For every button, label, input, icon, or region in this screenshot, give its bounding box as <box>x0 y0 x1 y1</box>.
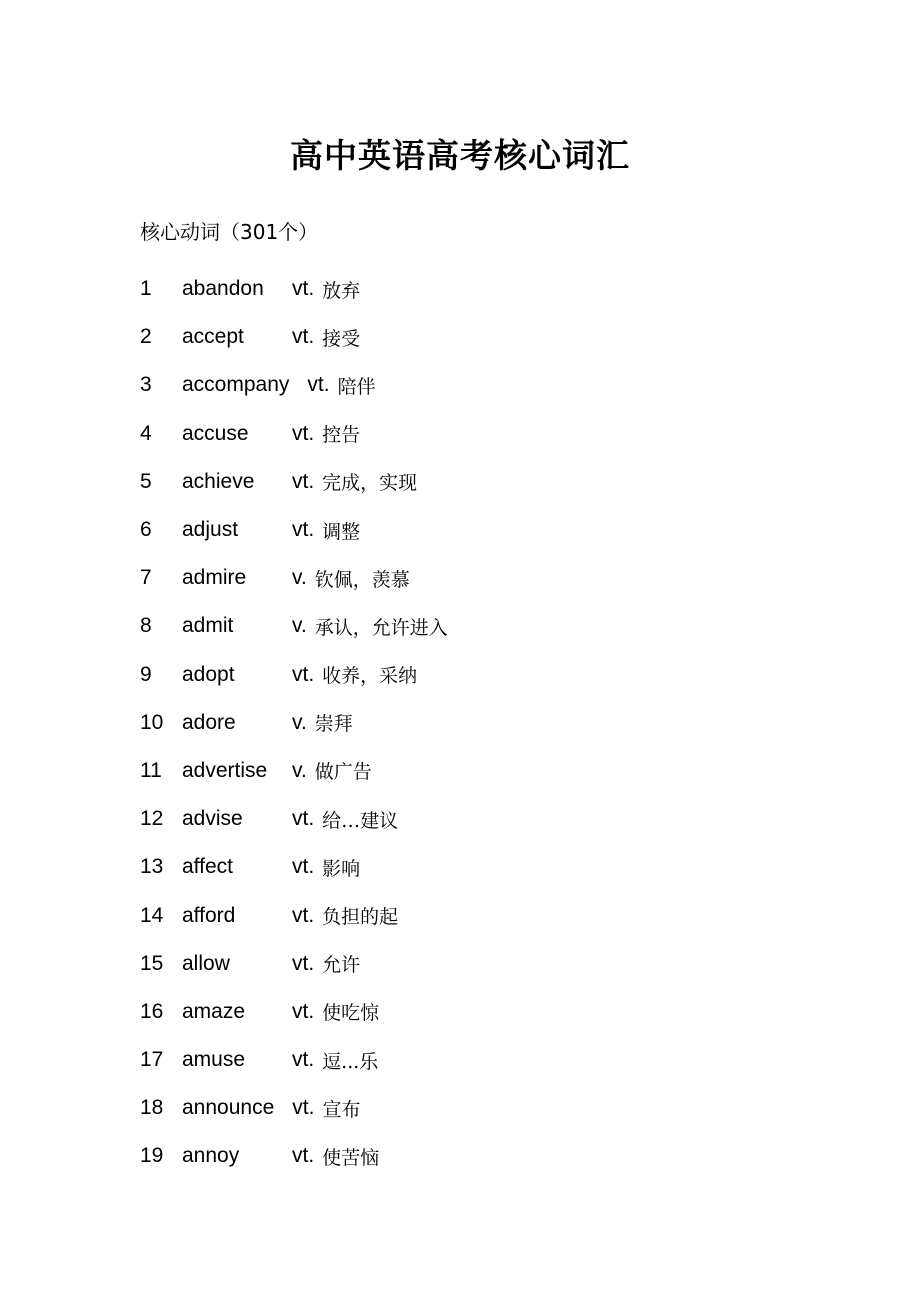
entry-meaning: 完成，实现 <box>322 472 418 495</box>
vocabulary-entry <box>140 651 840 699</box>
entry-number: 1 <box>140 277 152 301</box>
entry-meaning: 允许 <box>322 954 361 977</box>
entry-word: afford <box>182 903 236 927</box>
entry-part-of-speech: vt. <box>292 325 315 349</box>
entry-part-of-speech: vt. <box>292 1144 315 1168</box>
entry-meaning: 宣布 <box>322 1098 361 1121</box>
vocabulary-entry <box>140 1036 840 1084</box>
vocabulary-entry <box>140 795 840 843</box>
entry-number: 17 <box>140 1048 164 1072</box>
entry-number: 16 <box>140 999 164 1023</box>
vocabulary-list <box>140 265 840 1181</box>
entry-meaning: 钦佩，羡慕 <box>314 568 410 591</box>
entry-number: 7 <box>140 566 152 590</box>
entry-meaning: 逗...乐 <box>322 1050 379 1073</box>
entry-word: accuse <box>182 421 249 445</box>
entry-word: achieve <box>182 469 255 493</box>
entry-word: adopt <box>182 662 235 686</box>
entry-meaning: 崇拜 <box>314 713 353 736</box>
entry-part-of-speech: vt. <box>292 903 315 927</box>
entry-part-of-speech: v. <box>292 758 307 782</box>
entry-number: 12 <box>140 807 164 831</box>
vocabulary-entry <box>140 265 840 313</box>
entry-part-of-speech: vt. <box>292 469 315 493</box>
vocabulary-entry <box>140 1084 840 1132</box>
entry-part-of-speech: vt. <box>292 662 315 686</box>
entry-number: 3 <box>140 373 152 397</box>
entry-part-of-speech: vt. <box>292 1096 315 1120</box>
entry-word: advertise <box>182 758 268 782</box>
entry-word: admire <box>182 566 247 590</box>
entry-number: 15 <box>140 951 164 975</box>
entry-part-of-speech: v. <box>292 710 307 734</box>
entry-number: 19 <box>140 1144 164 1168</box>
entry-meaning: 负担的起 <box>322 906 399 929</box>
vocabulary-entry <box>140 410 840 458</box>
vocabulary-entry <box>140 458 840 506</box>
vocabulary-entry <box>140 747 840 795</box>
entry-part-of-speech: vt. <box>292 999 315 1023</box>
entry-word: adore <box>182 710 236 734</box>
entry-word: amuse <box>182 1048 246 1072</box>
entry-number: 5 <box>140 469 152 493</box>
entry-word: admit <box>182 614 234 638</box>
vocabulary-entry <box>140 988 840 1036</box>
entry-meaning: 控告 <box>322 424 361 447</box>
entry-word: advise <box>182 807 243 831</box>
section-heading: 核心动词（301个） <box>140 220 319 244</box>
entry-part-of-speech: vt. <box>292 421 315 445</box>
entry-part-of-speech: vt. <box>292 277 315 301</box>
entry-number: 11 <box>140 758 162 782</box>
vocabulary-entry <box>140 602 840 650</box>
entry-part-of-speech: vt. <box>307 373 330 397</box>
vocabulary-entry <box>140 1132 840 1180</box>
entry-meaning: 接受 <box>322 327 361 350</box>
entry-meaning: 承认，允许进入 <box>314 616 448 639</box>
entry-meaning: 使苦恼 <box>322 1146 380 1169</box>
entry-word: allow <box>182 951 230 975</box>
entry-part-of-speech: vt. <box>292 951 315 975</box>
entry-meaning: 给…建议 <box>322 809 399 832</box>
entry-part-of-speech: vt. <box>292 855 315 879</box>
entry-word: annoy <box>182 1144 240 1168</box>
entry-part-of-speech: v. <box>292 566 307 590</box>
vocabulary-entry <box>140 940 840 988</box>
page-title: 高中英语高考核心词汇 <box>290 136 630 176</box>
entry-number: 13 <box>140 855 164 879</box>
entry-meaning: 放弃 <box>322 279 361 302</box>
vocabulary-entry <box>140 361 840 409</box>
entry-number: 4 <box>140 421 152 445</box>
entry-number: 2 <box>140 325 152 349</box>
entry-number: 10 <box>140 710 164 734</box>
entry-part-of-speech: vt. <box>292 1048 315 1072</box>
entry-number: 8 <box>140 614 152 638</box>
entry-word: affect <box>182 855 233 879</box>
vocabulary-entry <box>140 313 840 361</box>
entry-meaning: 影响 <box>322 857 361 880</box>
entry-meaning: 调整 <box>322 520 361 543</box>
entry-number: 18 <box>140 1096 164 1120</box>
entry-part-of-speech: vt. <box>292 807 315 831</box>
vocabulary-entry <box>140 506 840 554</box>
entry-part-of-speech: vt. <box>292 518 315 542</box>
entry-word: accept <box>182 325 244 349</box>
vocabulary-entry <box>140 891 840 939</box>
vocabulary-entry <box>140 699 840 747</box>
vocabulary-entry <box>140 843 840 891</box>
entry-number: 9 <box>140 662 152 686</box>
vocabulary-entry <box>140 554 840 602</box>
entry-word: abandon <box>182 277 264 301</box>
entry-meaning: 做广告 <box>314 761 372 784</box>
entry-number: 6 <box>140 518 152 542</box>
entry-word: amaze <box>182 999 246 1023</box>
entry-number: 14 <box>140 903 164 927</box>
entry-meaning: 收养，采纳 <box>322 665 418 688</box>
entry-word: adjust <box>182 518 239 542</box>
entry-word: announce <box>182 1096 275 1120</box>
entry-word: accompany <box>182 373 290 397</box>
entry-meaning: 使吃惊 <box>322 1002 380 1025</box>
entry-meaning: 陪伴 <box>337 375 376 398</box>
entry-part-of-speech: v. <box>292 614 307 638</box>
